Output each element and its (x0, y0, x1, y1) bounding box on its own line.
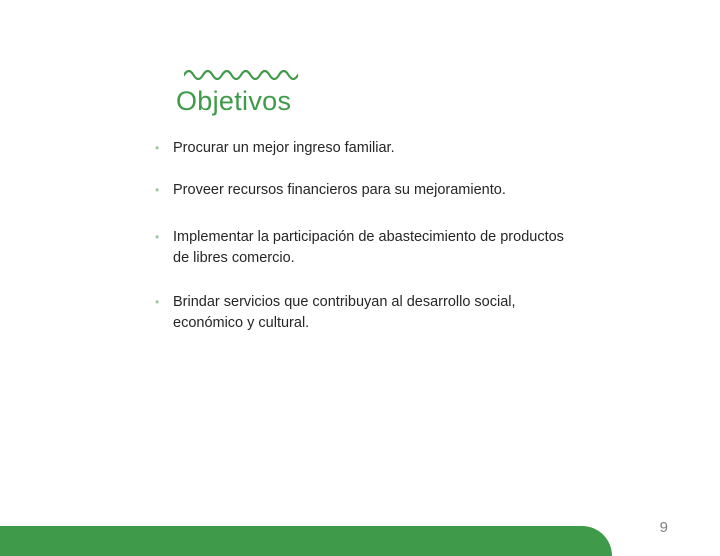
slide-title: Objetivos (176, 86, 292, 116)
bullet-dot-icon: • (155, 183, 160, 197)
list-item (155, 227, 575, 269)
bullet-text: Implementar la participación de abastecimiento de productos de libres comercio. (173, 229, 564, 266)
list-item (155, 292, 575, 334)
decorative-wave-icon (184, 66, 298, 80)
bullet-text: Brindar servicios que contribuyan al desarrollo social, económico y cultural. (173, 294, 516, 331)
page-number: 9 (659, 519, 668, 536)
footer-band (0, 526, 612, 556)
bullet-dot-icon: • (155, 141, 160, 155)
bullet-dot-icon: • (155, 295, 160, 309)
bullet-text: Procurar un mejor ingreso familiar. (173, 140, 395, 156)
list-item (155, 180, 575, 201)
bullet-dot-icon: • (155, 230, 160, 244)
bullet-text: Proveer recursos financieros para su mejoramiento. (173, 182, 506, 198)
list-item (155, 138, 575, 159)
